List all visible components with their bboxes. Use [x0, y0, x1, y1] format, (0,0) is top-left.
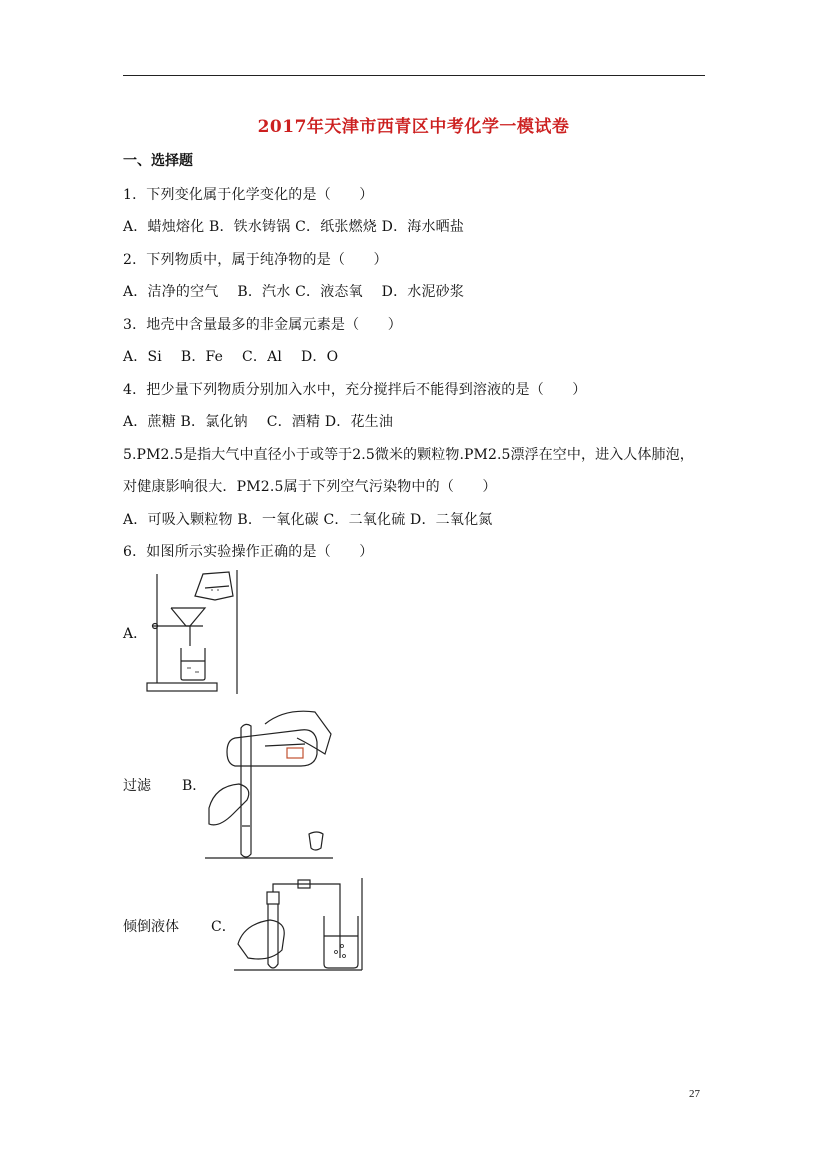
question-1-options: A．蜡烛熔化 B．铁水铸锅 C．纸张燃烧 D．海水晒盐 — [123, 219, 465, 235]
page-number: 27 — [689, 1088, 700, 1100]
section-heading: 一、选择题 — [123, 153, 193, 169]
page-title: 2017年天津市西青区中考化学一模试卷 — [257, 117, 570, 137]
header-rule — [123, 75, 705, 76]
caption-filtration: 过滤 — [123, 778, 151, 794]
question-4: 4．把少量下列物质分别加入水中，充分搅拌后不能得到溶液的是（ ） — [123, 382, 587, 398]
question-1: 1．下列变化属于化学变化的是（ ） — [123, 187, 374, 203]
filtration-figure — [143, 566, 239, 694]
question-3-options: A．Si B．Fe C．Al D．O — [123, 349, 339, 365]
question-5-line-2: 对健康影响很大．PM2.5属于下列空气污染物中的（ ） — [123, 479, 497, 495]
question-3: 3．地壳中含量最多的非金属元素是（ ） — [123, 317, 402, 333]
option-b-label: B． — [182, 778, 207, 794]
question-4-options: A．蔗糖 B．氯化钠 C．酒精 D．花生油 — [123, 414, 394, 430]
question-2-options: A．洁净的空气 B．汽水 C．液态氧 D．水泥砂浆 — [123, 284, 465, 300]
question-2: 2．下列物质中，属于纯净物的是（ ） — [123, 252, 388, 268]
option-a-label: A． — [123, 626, 148, 642]
airtightness-figure — [234, 876, 364, 972]
caption-pouring: 倾倒液体 — [123, 919, 179, 935]
question-6: 6．如图所示实验操作正确的是（ ） — [123, 544, 374, 560]
question-5-options: A．可吸入颗粒物 B．一氧化碳 C．二氧化硫 D．二氧化氮 — [123, 512, 493, 528]
pouring-liquid-figure — [205, 704, 335, 860]
option-c-label: C． — [211, 919, 236, 935]
question-5-line-1: 5.PM2.5是指大气中直径小于或等于2.5微米的颗粒物.PM2.5漂浮在空中，进入人体肺泡， — [123, 447, 694, 463]
